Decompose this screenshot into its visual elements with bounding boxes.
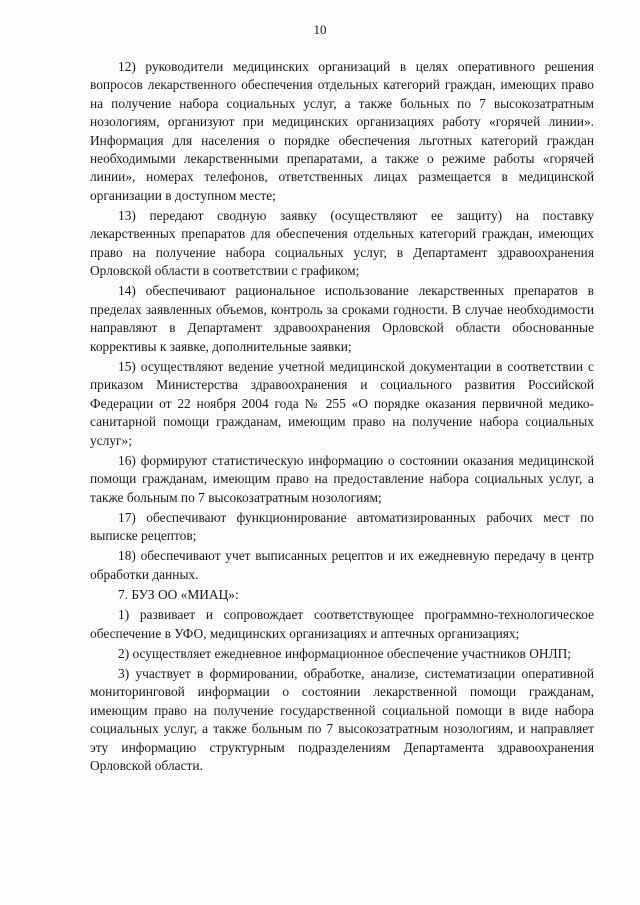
- section-heading-miac: 7. БУЗ ОО «МИАЦ»:: [118, 586, 239, 602]
- miac-item-3: 3) участвует в формировании, обработке, анализе, систематизации оперативной мониторинговой информации о состоянии лекарственной помощи гражданам, имеющим право на получение государственной социальной помощи в виде набора социальных услуг, а также больным по 7 высокозатратным нозологиям, и направляет эту информацию структурным подразделениям Департамента здравоохранения Орловской области.: [90, 665, 594, 773]
- paragraph-14: 14) обеспечивают рациональное использование лекарственных препаратов в пределах заявленных объемов, контроль за сроками годности. В случае необходимости направляют в Департамент здравоохранения Орловской области обоснованные коррективы к заявке, дополнительные заявки;: [90, 283, 594, 354]
- miac-item-1: 1) развивает и сопровождает соответствующее программно-технологическое обеспечение в УФО, медицинских организациях и аптечных организациях;: [90, 607, 594, 641]
- paragraph-12: 12) руководители медицинских организаций в целях оперативного решения вопросов лекарственного обеспечения отдельных категорий граждан, имеющих право на получение набора социальных услуг, а также больных по 7 высокозатратным нозологиям, организуют при медицинских организациях работу «горячей линии». Информация для населения о порядке обеспечения льготных категорий граждан необходимыми лекарственными препаратами, а также о режиме работы «горячей линии», номерах телефонов, ответственных лицах размещается в медицинской организации в доступном месте;: [90, 59, 594, 203]
- miac-item-2: 2) осуществляет ежедневное информационное обеспечение участников ОНЛП;: [118, 645, 572, 661]
- document-body: [90, 58, 594, 777]
- paragraph-18: 18) обеспечивают учет выписанных рецептов и их ежедневную передачу в центр обработки данных.: [90, 548, 594, 582]
- paragraph-17: 17) обеспечивают функционирование автоматизированных рабочих мест по выписке рецептов;: [90, 509, 594, 544]
- page-number: 10: [313, 22, 327, 37]
- paragraph-16: 16) формируют статистическую информацию о состоянии оказания медицинской помощи гражданам, имеющим право на предоставление набора социальных услуг, а также больным по 7 высокозатратным нозологиям;: [90, 452, 594, 505]
- paragraph-13: 13) передают сводную заявку (осуществляют ее защиту) на поставку лекарственных препаратов для обеспечения отдельных категорий граждан, имеющих право на получение набора социальных услуг, в Департамент здравоохранения Орловской области в соответствии с графиком;: [90, 208, 594, 279]
- paragraph-15: 15) осуществляют ведение учетной медицинской документации в соответствии с приказом Министерства здравоохранения и социального развития Российской Федерации от 22 ноября 2004 года № 255 «О порядке оказания первичной медико-санитарной помощи гражданам, имеющим право на получение набора социальных услуг»;: [90, 358, 594, 448]
